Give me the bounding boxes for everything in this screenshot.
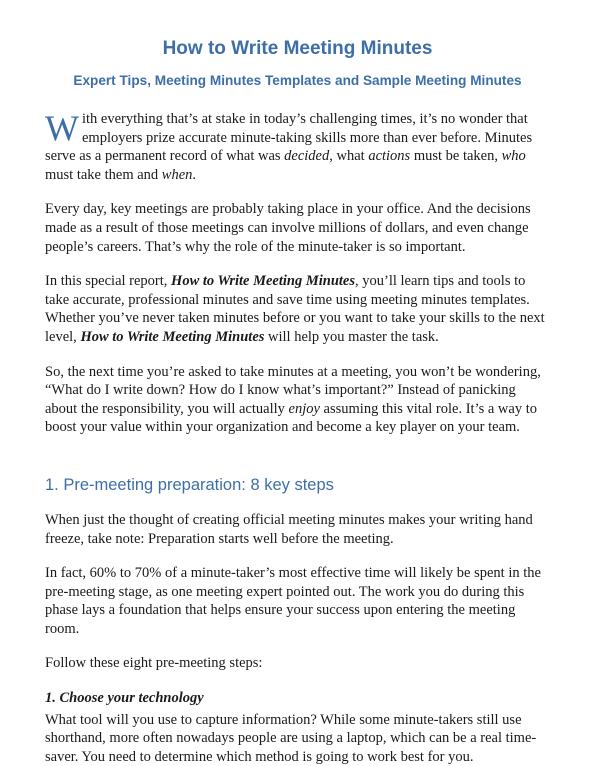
document-subtitle: Expert Tips, Meeting Minutes Templates and Sample Meeting Minutes	[73, 73, 522, 88]
intro-p1-decided: decided	[284, 148, 330, 165]
intro-p3-report-title-2: How to Write Meeting Minutes	[80, 328, 265, 345]
intro-p1-text-b: , what	[329, 148, 369, 165]
intro-p3-report-title-1: How to Write Meeting Minutes	[171, 273, 356, 290]
intro-p3-text-c: will help you master the task.	[264, 328, 439, 345]
intro-p1-who: who	[501, 148, 526, 165]
section-paragraph-3: Follow these eight pre-meeting steps:	[45, 655, 263, 672]
intro-p1-text-d: must take them and	[45, 166, 162, 183]
step-1-heading: 1. Choose your technology	[45, 690, 204, 707]
document-title: How to Write Meeting Minutes	[162, 38, 433, 59]
intro-paragraph-4	[45, 363, 550, 437]
intro-p4-text-a: So, the next time you’re asked to take minutes at a meeting, you won’t be wondering, “What do I write down? How do I know what’s important?” Instead of panicking about the responsibility, you will actually	[45, 363, 541, 417]
intro-paragraph-1	[45, 110, 550, 184]
intro-p1-text-a: ith everything that’s at stake in today’s challenging times, it’s no wonder that employers prize accurate minute-taking skills more than ever before. Minutes serve as a permanent record of what was	[45, 111, 533, 165]
intro-p4-enjoy: enjoy	[288, 400, 320, 417]
section-paragraph-1: When just the thought of creating official meeting minutes makes your writing hand freeze, take note: Preparation starts well before the meeting.	[45, 511, 533, 547]
intro-p1-actions: actions	[368, 148, 411, 165]
intro-p1-text-e: .	[192, 166, 197, 183]
intro-p3-text-b: , you’ll learn tips and tools to take accurate, professional minutes and save time using meeting minutes templates. Whether you’ve never taken minutes before or you want to take your skills to the next level,	[45, 273, 545, 345]
section-paragraph-2: In fact, 60% to 70% of a minute-taker’s most effective time will likely be spent in the pre-meeting stage, as one meeting expert pointed out. The work you do during this phase lays a foundation that helps ensure your success upon entering the meeting room.	[45, 565, 541, 637]
intro-p3-text-a: In this special report,	[45, 273, 172, 290]
step-1-text: What tool will you use to capture information? While some minute-takers still use shorthand, more often nowadays people are using a laptop, which can be a real time-saver. You need to determine which method is going to work best for you.	[45, 711, 537, 765]
section-heading: 1. Pre-meeting preparation: 8 key steps	[45, 475, 334, 494]
intro-paragraph-3	[45, 272, 550, 346]
intro-p1-text-c: must be taken,	[410, 148, 502, 165]
intro-paragraph-2: Every day, key meetings are probably taking place in your office. And the decisions made as a result of those meetings can involve millions of dollars, and even change people’s careers. That’s why the role of the minute-taker is so important.	[45, 201, 531, 255]
intro-p4-text-b: assuming this vital role. It’s a way to boost your value within your organization and become a key player on your team.	[45, 400, 537, 436]
drop-cap: W	[45, 108, 79, 148]
intro-p1-when: when	[161, 166, 193, 183]
